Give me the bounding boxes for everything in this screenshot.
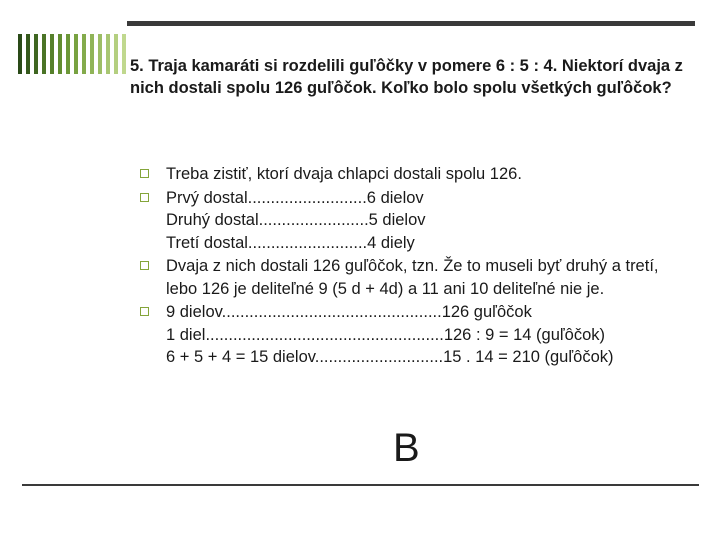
bullet-line: 9 dielov................................................126 guľôčok xyxy=(166,303,532,321)
stripe xyxy=(50,34,54,74)
bullet-item xyxy=(138,255,683,300)
bullet-line: Treba zistiť, ktorí dvaja chlapci dostali spolu 126. xyxy=(166,165,522,183)
stripe xyxy=(122,34,126,74)
square-bullet-icon xyxy=(140,307,149,316)
bullet-item xyxy=(138,163,683,186)
stripe xyxy=(58,34,62,74)
answer-letter: B xyxy=(393,426,420,470)
bullet-item xyxy=(138,187,683,255)
bullet-list xyxy=(138,163,683,370)
bullet-line: Druhý dostal........................5 dielov xyxy=(166,211,426,229)
stripe xyxy=(90,34,94,74)
bullet-line: Tretí dostal..........................4 diely xyxy=(166,233,415,252)
stripe xyxy=(42,34,46,74)
bullet-line: 6 + 5 + 4 = 15 dielov............................15 . 14 = 210 (guľôčok) xyxy=(166,348,614,366)
bottom-rule xyxy=(22,484,699,486)
slide-title: 5. Traja kamaráti si rozdelili guľôčky v pomere 6 : 5 : 4. Niektorí dvaja z nich dostali spolu 126 guľôčok. Koľko bolo spolu všetkých guľôčok? xyxy=(130,57,683,97)
decorative-stripes xyxy=(18,34,128,74)
stripe xyxy=(26,34,30,74)
stripe xyxy=(106,34,110,74)
bullet-line: 1 diel....................................................126 : 9 = 14 (guľôčok) xyxy=(166,325,606,344)
stripe xyxy=(74,34,78,74)
square-bullet-icon xyxy=(140,193,149,202)
bullet-item xyxy=(138,301,683,369)
bullet-paragraph: Dvaja z nich dostali 126 guľôčok, tzn. Že to museli byť druhý a tretí, lebo 126 je deliteľné 9 (5 d + 4d) a 11 ani 10 deliteľné nie je. xyxy=(166,257,659,298)
stripe xyxy=(114,34,118,74)
stripe xyxy=(66,34,70,74)
bullet-line: Prvý dostal..........................6 dielov xyxy=(166,188,424,207)
stripe xyxy=(34,34,38,74)
top-rule xyxy=(127,21,695,26)
square-bullet-icon xyxy=(140,261,149,270)
stripe xyxy=(98,34,102,74)
stripe xyxy=(18,34,22,74)
square-bullet-icon xyxy=(140,169,149,178)
stripe xyxy=(82,34,86,74)
